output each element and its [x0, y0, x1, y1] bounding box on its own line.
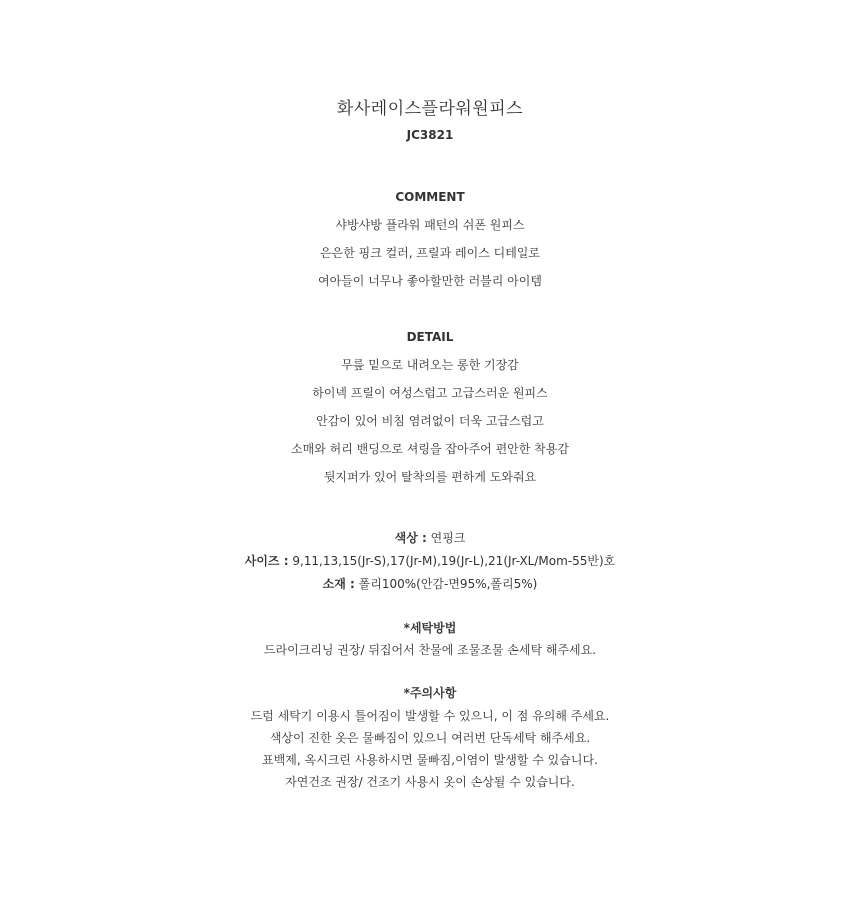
spec-material: [0, 576, 860, 592]
spec-size: [0, 553, 860, 569]
product-name: 화사레이스플라워원피스: [336, 99, 524, 119]
caution-title: *주의사항: [403, 686, 457, 700]
washing-title: *세탁방법: [403, 621, 457, 635]
detail-line: 안감이 있어 비침 염려없이 더욱 고급스럽고: [316, 414, 544, 428]
spec-size-label: 사이즈 :: [244, 554, 289, 568]
detail-line: 하이넥 프릴이 여성스럽고 고급스러운 원피스: [312, 386, 548, 400]
spec-color: [0, 530, 860, 546]
spec-material-label: 소재 :: [322, 577, 355, 591]
comment-line: 여아들이 너무나 좋아할만한 러블리 아이템: [318, 274, 542, 288]
caution-line: 색상이 진한 옷은 물빠짐이 있으니 여러번 단독세탁 해주세요.: [269, 731, 591, 745]
comment-line: 은은한 핑크 컬러, 프릴과 레이스 디테일로: [320, 246, 540, 260]
spec-color-value: 연핑크: [430, 531, 466, 545]
comment-section-title: COMMENT: [395, 190, 465, 204]
product-code: JC3821: [406, 128, 454, 142]
caution-line: 표백제, 옥시크린 사용하시면 물빠짐,이염이 발생할 수 있습니다.: [262, 753, 598, 767]
washing-line: 드라이크리닝 권장/ 뒤집어서 찬물에 조물조물 손세탁 해주세요.: [263, 643, 597, 657]
detail-line: 무릎 밑으로 내려오는 롱한 기장감: [341, 358, 519, 372]
caution-line: 드럼 세탁기 이용시 틀어짐이 발생할 수 있으니, 이 점 유의해 주세요.: [250, 709, 610, 723]
detail-line: 소매와 허리 밴딩으로 셔링을 잡아주어 편안한 착용감: [291, 442, 569, 456]
spec-size-value: 9,11,13,15(Jr-S),17(Jr-M),19(Jr-L),21(Jr-XL/Mom-55반)호: [292, 554, 616, 568]
detail-line: 뒷지퍼가 있어 탈착의를 편하게 도와줘요: [323, 470, 537, 484]
spec-color-label: 색상 :: [394, 531, 427, 545]
spec-material-value: 폴리100%(안감-면95%,폴리5%): [358, 577, 538, 591]
caution-line: 자연건조 권장/ 건조기 사용시 옷이 손상될 수 있습니다.: [285, 775, 575, 789]
detail-section-title: DETAIL: [406, 330, 454, 344]
comment-line: 샤방샤방 플라워 패턴의 쉬폰 원피스: [335, 218, 525, 232]
